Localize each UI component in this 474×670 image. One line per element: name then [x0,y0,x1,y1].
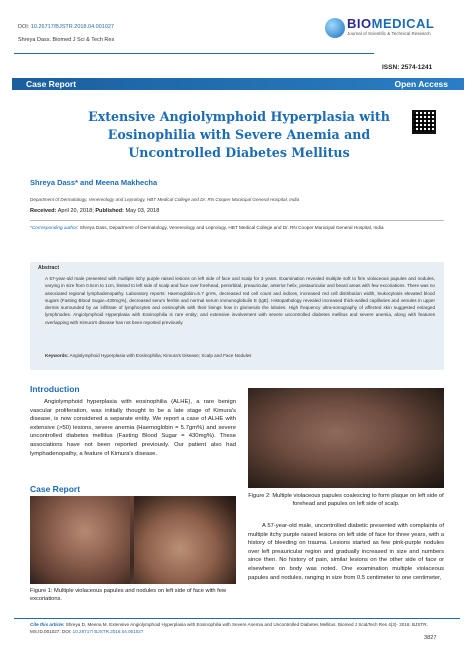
figure-1-image [30,496,236,584]
journal-logo [325,14,465,54]
received-date: April 20, 2018; [57,208,94,214]
figure-1-panel-b [134,496,236,584]
journal-running-head: Shreya Dass. Biomed J Sci & Tech Res [18,37,115,43]
published-label: Published: [95,208,124,214]
doi-link[interactable]: 10.26717/BJSTR.2018.04.001027 [30,24,115,30]
corresponding-author [30,224,444,231]
logo-title [347,16,434,31]
keywords-text: Angiolymphoid Hyperplasia with Eosinophilia; Kimura's Disease; Scalp and Face Nodules [69,353,252,358]
keywords [45,353,435,358]
dates-divider [30,220,444,221]
abstract-heading: Abstract [38,265,60,271]
logo-title-part-a: BIO [347,16,372,31]
cite-doi-link[interactable]: 10.26717/ BJSTR.2018.04.001027 [72,629,144,635]
article-type-banner [12,78,464,90]
affiliation: Department of Dermatology, Venereology and Leprology, HBT Medical College and Dr. RN Cooper Municipal General Hospital, India [30,197,300,202]
doi-line [18,24,114,30]
abstract-text: A 57-year-old male presented with multiple itchy purple raised lesions on left side of face and scalp for 3 years. Examination revealed multiple soft to firm violaceous papules and nodules, varying in size from 0.5cm to 1cm, limited to left side of scalp and face over forehead, periorbital, preauricular, anterior helix, postauricular and beard areas with few excoriations. There was no associated regional lymphadenopathy. Laboratory reports: Haemoglobin=5.7 gm%, decreased red cell count and indices, increased red cell distribution width, leukocytosis elevated blood sugars (Fasting Blood Sugar=430mg%), decreased serum ferritin and normal serum immunoglobulin E (IgE). Histopathology revealed increased thick-walled capillaries and venules in upper dermis surrounded by an infiltrate of lymphocytes and eosinophils with their linings how in glomerulo the lobules. High frequency ultra-sonography of affected skin suggested enlarged lymphnodes. Angiolymphoid Hyperplasia with Eosinophilia is rare entity; and extensive involvement with severe uncontrolled diabetes mellitus and severe anemia, along with features overlapping with Kimura's disease has not been reported previously. [45,276,435,325]
logo-subtitle: Journal of Scientific & Technical Research [347,31,431,36]
figure-1-panel-a [30,496,130,584]
case-report-text: A 57-year-old male, uncontrolled diabetic presented with complaints of multiple itchy purple raised lesions on left side of face for three years, with a history of bleeding on trauma. Lesions started as few pink-purple nodules over left preauricular region and gradually increased in size and numbers since then. No history of pain, similar lesions on the other side of face or elsewhere on body was noted. One examination multiple violaceous papules and nodules, ranging in size from 0.5 centimeter to one centimeter, [248,523,444,581]
received-label: Received: [30,208,57,214]
globe-icon [325,18,345,38]
cite-text: Shreya D, Meena M. Extensive Angiolymphoid Hyperplasia with Eosinophilia with Severe Anemia and Uncontrolled Diabetes Mellitus. Biomed J Sci&Tech Res 4(2)- 2018. BJSTR. MS.ID.001027. DOI: [30,622,428,635]
case-report-heading: Case Report [30,484,81,494]
keywords-label: Keywords: [45,353,69,358]
citation [30,621,444,635]
figure-1-caption: Figure 1: Multiple violaceous papules and nodules on left side of face with few excoriations. [30,588,227,602]
article-type-label: Case Report [26,79,77,89]
logo-title-part-b: MEDICAL [371,16,435,31]
corresponding-label: *Corresponding author: [30,225,79,230]
doi-label: DOI: [18,24,30,30]
introduction-text: Angiolymphoid hyperplasia with eosinophilia (ALHE), a rare benign vascular proliferation, was initially thought to be a late stage of Kimura's disease, is now considered a separate entity. We report a case of ALHE with extensive (>50) lesions, severe anemia (Haemoglobin = 5.7gm%) and severe uncontrolled diabetes mellitus (Fasting Blood Sugar = 430mg%). These associations have not been reported previously. Our patient also had lymphadenopathy, a feature of Kimura's disease. [30,399,236,457]
corresponding-text: Shreya Dass, Department of Dermatology, Venereology and Leprology, HBT Medical College and Dr. RN Cooper Municipal General Hospital, India [79,225,384,230]
page-number: 3827 [424,635,437,641]
issn: ISSN: 2574-1241 [382,64,433,71]
open-access-label: Open Access [394,79,448,89]
published-date: May 03, 2018 [125,208,160,214]
authors: Shreya Dass* and Meena Makhecha [30,178,158,187]
figure-2-caption: Figure 2: Multiple violaceous papules coalescing to form plaque on left side of forehead and papules on left side of scalp. [248,493,444,507]
article-title: Extensive Angiolymphoid Hyperplasia with Eosinophilia with Severe Anemia and Uncontrolled Diabetes Mellitus [88,109,390,160]
introduction-heading: Introduction [30,384,80,394]
header-divider [14,53,374,54]
qr-code-icon [412,110,436,134]
cite-label: Cite this article: [30,622,65,627]
article-dates [30,208,159,214]
figure-2-image [248,388,444,488]
